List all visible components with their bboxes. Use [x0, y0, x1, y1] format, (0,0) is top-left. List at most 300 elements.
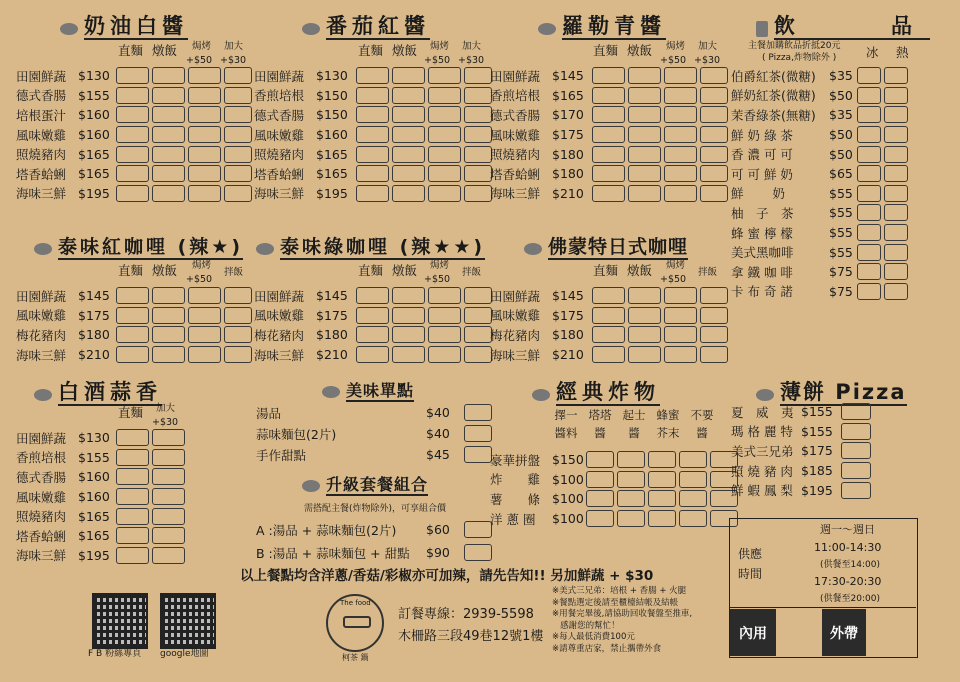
section-fried — [532, 376, 660, 406]
order-checkbox[interactable] — [152, 287, 185, 304]
order-checkbox[interactable] — [428, 126, 461, 143]
fb-qr-code[interactable] — [92, 593, 148, 649]
order-checkbox[interactable] — [224, 307, 252, 324]
order-checkbox[interactable] — [857, 185, 881, 202]
order-checkbox[interactable] — [464, 544, 492, 561]
order-checkbox[interactable] — [152, 87, 185, 104]
menu-item-row — [16, 467, 188, 487]
order-checkbox[interactable] — [188, 165, 221, 182]
order-checkbox[interactable] — [152, 326, 185, 343]
order-checkbox[interactable] — [428, 165, 461, 182]
order-checkbox[interactable] — [116, 67, 149, 84]
menu-item-row — [490, 306, 731, 326]
order-checkbox[interactable] — [428, 106, 461, 123]
order-checkbox[interactable] — [116, 488, 149, 505]
order-checkbox[interactable] — [152, 146, 185, 163]
item-price: $195 — [316, 185, 348, 201]
order-checkbox[interactable] — [224, 165, 252, 182]
col-header-baked: 焗烤 — [192, 260, 212, 271]
order-checkbox[interactable] — [224, 146, 252, 163]
order-checkbox[interactable] — [188, 87, 221, 104]
order-checkbox[interactable] — [464, 106, 492, 123]
order-checkbox[interactable] — [392, 185, 425, 202]
item-price: $75 — [829, 283, 853, 299]
order-checkbox[interactable] — [628, 326, 661, 343]
order-checkbox[interactable] — [464, 425, 492, 442]
sauce-option-line-2: 醬 — [696, 426, 708, 440]
order-checkbox[interactable] — [592, 106, 625, 123]
item-name: 風味嫩雞 — [254, 308, 305, 324]
menu-list-tomato — [254, 66, 495, 203]
order-checkbox[interactable] — [617, 471, 645, 488]
order-checkbox[interactable] — [392, 346, 425, 363]
order-checkbox[interactable] — [857, 146, 881, 163]
menu-item-row — [731, 242, 911, 262]
order-checkbox[interactable] — [679, 510, 707, 527]
menu-item-row — [731, 441, 874, 461]
order-checkbox[interactable] — [664, 185, 697, 202]
section-a-la-carte — [322, 378, 414, 401]
order-checkbox[interactable] — [356, 67, 389, 84]
order-checkbox[interactable] — [592, 87, 625, 104]
order-checkbox[interactable] — [464, 307, 492, 324]
item-price: $160 — [78, 469, 110, 485]
sauce-options — [552, 406, 716, 442]
order-checkbox[interactable] — [592, 67, 625, 84]
google-map-qr-code[interactable] — [160, 593, 216, 649]
order-checkbox[interactable] — [664, 165, 697, 182]
order-checkbox[interactable] — [648, 471, 676, 488]
order-checkbox[interactable] — [116, 185, 149, 202]
item-price: $155 — [801, 404, 833, 420]
menu-item-row — [731, 66, 911, 86]
order-checkbox[interactable] — [464, 87, 492, 104]
order-checkbox[interactable] — [224, 106, 252, 123]
section-title: 白酒蒜香 — [58, 380, 162, 404]
col-header-large-price: +$30 — [458, 55, 485, 66]
order-checkbox[interactable] — [152, 547, 185, 564]
order-checkbox[interactable] — [679, 451, 707, 468]
order-checkbox[interactable] — [592, 307, 625, 324]
lunch-last-order: (供餐至14:00) — [820, 560, 880, 570]
order-checkbox[interactable] — [356, 106, 389, 123]
order-checkbox[interactable] — [392, 67, 425, 84]
order-checkbox[interactable] — [664, 307, 697, 324]
order-checkbox[interactable] — [664, 346, 697, 363]
menu-list-pesto — [490, 66, 731, 203]
item-name: 香煎培根 — [254, 88, 305, 104]
order-checkbox[interactable] — [116, 307, 149, 324]
order-checkbox[interactable] — [116, 527, 149, 544]
order-checkbox[interactable] — [392, 106, 425, 123]
menu-item-row — [490, 450, 741, 470]
order-checkbox[interactable] — [152, 449, 185, 466]
order-checkbox[interactable] — [356, 165, 389, 182]
order-checkbox[interactable] — [700, 67, 728, 84]
item-name: 梅花豬肉 — [254, 327, 305, 343]
order-checkbox[interactable] — [857, 165, 881, 182]
order-checkbox[interactable] — [116, 287, 149, 304]
order-checkbox[interactable] — [628, 346, 661, 363]
item-name: 鮮 奶 — [731, 186, 785, 202]
order-checkbox[interactable] — [884, 126, 908, 143]
item-price: $145 — [78, 288, 110, 304]
menu-item-row — [731, 402, 874, 422]
item-price: $165 — [316, 146, 348, 162]
item-price: $55 — [829, 244, 853, 260]
order-checkbox[interactable] — [428, 67, 461, 84]
order-checkbox[interactable] — [116, 346, 149, 363]
order-checkbox[interactable] — [224, 346, 252, 363]
item-price: $210 — [552, 185, 584, 201]
menu-item-row — [490, 144, 731, 164]
order-checkbox[interactable] — [841, 403, 871, 420]
menu-item-row — [16, 86, 255, 106]
order-checkbox[interactable] — [464, 326, 492, 343]
order-checkbox[interactable] — [628, 106, 661, 123]
item-price: $150 — [552, 452, 584, 468]
item-price: $180 — [552, 327, 584, 343]
col-header-baked-price: +$50 — [186, 274, 213, 285]
menu-item-row — [731, 422, 874, 442]
order-checkbox[interactable] — [700, 165, 728, 182]
takeout-checkbox[interactable] — [870, 611, 912, 653]
order-checkbox[interactable] — [648, 451, 676, 468]
order-checkbox[interactable] — [464, 165, 492, 182]
menu-item-row — [254, 345, 495, 365]
order-checkbox[interactable] — [356, 287, 389, 304]
item-price: $165 — [552, 87, 584, 103]
order-checkbox[interactable] — [392, 307, 425, 324]
order-checkbox[interactable] — [664, 67, 697, 84]
order-checkbox[interactable] — [586, 510, 614, 527]
order-checkbox[interactable] — [857, 263, 881, 280]
order-checkbox[interactable] — [152, 165, 185, 182]
order-checkbox[interactable] — [884, 244, 908, 261]
order-checkbox[interactable] — [356, 126, 389, 143]
order-checkbox[interactable] — [628, 185, 661, 202]
order-checkbox[interactable] — [428, 287, 461, 304]
item-price: $165 — [316, 166, 348, 182]
item-price: $160 — [78, 107, 110, 123]
order-checkbox[interactable] — [356, 185, 389, 202]
item-name: 梅花豬肉 — [490, 327, 541, 343]
order-checkbox[interactable] — [617, 510, 645, 527]
menu-item-row — [254, 144, 495, 164]
order-checkbox[interactable] — [428, 326, 461, 343]
item-price: $180 — [316, 327, 348, 343]
order-checkbox[interactable] — [464, 185, 492, 202]
order-checkbox[interactable] — [857, 283, 881, 300]
order-checkbox[interactable] — [188, 106, 221, 123]
order-checkbox[interactable] — [628, 287, 661, 304]
order-checkbox[interactable] — [224, 326, 252, 343]
order-checkbox[interactable] — [428, 87, 461, 104]
menu-item-row — [731, 262, 911, 282]
order-checkbox[interactable] — [628, 146, 661, 163]
order-checkbox[interactable] — [628, 87, 661, 104]
order-checkbox[interactable] — [224, 87, 252, 104]
order-checkbox[interactable] — [586, 471, 614, 488]
order-checkbox[interactable] — [152, 67, 185, 84]
order-checkbox[interactable] — [884, 106, 908, 123]
item-name: 洋 蔥 圈 — [490, 511, 536, 527]
order-checkbox[interactable] — [116, 468, 149, 485]
order-checkbox[interactable] — [152, 126, 185, 143]
order-checkbox[interactable] — [116, 126, 149, 143]
order-checkbox[interactable] — [464, 521, 492, 538]
order-checkbox[interactable] — [841, 462, 871, 479]
order-checkbox[interactable] — [700, 307, 728, 324]
order-checkbox[interactable] — [224, 185, 252, 202]
order-checkbox[interactable] — [152, 468, 185, 485]
order-checkbox[interactable] — [464, 146, 492, 163]
order-checkbox[interactable] — [152, 307, 185, 324]
order-checkbox[interactable] — [841, 442, 871, 459]
order-checkbox[interactable] — [392, 87, 425, 104]
menu-list-fried — [490, 450, 741, 528]
menu-item-row — [254, 306, 495, 326]
order-checkbox[interactable] — [116, 146, 149, 163]
item-price: $50 — [829, 127, 853, 143]
order-checkbox[interactable] — [648, 510, 676, 527]
order-checkbox[interactable] — [700, 106, 728, 123]
order-checkbox[interactable] — [464, 446, 492, 463]
menu-item-row — [490, 125, 731, 145]
order-checkbox[interactable] — [700, 185, 728, 202]
item-price: $150 — [316, 87, 348, 103]
order-checkbox[interactable] — [464, 346, 492, 363]
menu-item-row — [254, 325, 495, 345]
section-title: 薄餅 Pizza — [780, 380, 907, 404]
order-checkbox[interactable] — [188, 185, 221, 202]
order-checkbox[interactable] — [188, 67, 221, 84]
item-name: 手作甜點 — [256, 447, 307, 463]
order-checkbox[interactable] — [356, 346, 389, 363]
order-checkbox[interactable] — [884, 146, 908, 163]
order-checkbox[interactable] — [884, 204, 908, 221]
order-checkbox[interactable] — [841, 482, 871, 499]
order-checkbox[interactable] — [116, 106, 149, 123]
order-checkbox[interactable] — [464, 126, 492, 143]
order-checkbox[interactable] — [428, 146, 461, 163]
order-checkbox[interactable] — [116, 429, 149, 446]
order-checkbox[interactable] — [392, 287, 425, 304]
hours-box — [729, 518, 918, 658]
order-checkbox[interactable] — [592, 126, 625, 143]
order-checkbox[interactable] — [664, 146, 697, 163]
order-checkbox[interactable] — [884, 185, 908, 202]
item-name: 薯 條 — [490, 491, 541, 507]
order-checkbox[interactable] — [884, 263, 908, 280]
item-price: $165 — [78, 528, 110, 544]
order-checkbox[interactable] — [356, 146, 389, 163]
col-header-risotto: 燉飯 — [392, 43, 418, 58]
notice-line: ※請尊重店家，禁止攜帶外食 — [552, 643, 662, 654]
item-price: $145 — [552, 288, 584, 304]
item-name: A :湯品 + 蒜味麵包(2片) — [256, 522, 397, 538]
order-checkbox[interactable] — [392, 146, 425, 163]
order-checkbox[interactable] — [884, 283, 908, 300]
order-checkbox[interactable] — [116, 326, 149, 343]
order-checkbox[interactable] — [628, 67, 661, 84]
col-header-rice: 拌飯 — [698, 267, 718, 278]
item-price: $130 — [78, 68, 110, 84]
notice-line: ※用餐完畢後,請協助回收餐盤至推車, — [552, 609, 693, 619]
divider — [730, 607, 916, 608]
item-price: $180 — [552, 166, 584, 182]
order-checkbox[interactable] — [152, 185, 185, 202]
order-checkbox[interactable] — [152, 429, 185, 446]
menu-item-row — [731, 144, 911, 164]
order-checkbox[interactable] — [857, 224, 881, 241]
order-checkbox[interactable] — [664, 106, 697, 123]
order-checkbox[interactable] — [884, 67, 908, 84]
order-checkbox[interactable] — [464, 287, 492, 304]
order-checkbox[interactable] — [152, 106, 185, 123]
item-price: $65 — [829, 166, 853, 182]
order-checkbox[interactable] — [116, 87, 149, 104]
cream-icon — [60, 23, 78, 35]
soup-bowl-icon — [322, 386, 340, 398]
col-header-baked-price: +$50 — [660, 274, 687, 285]
order-checkbox[interactable] — [700, 126, 728, 143]
order-checkbox[interactable] — [857, 244, 881, 261]
order-checkbox[interactable] — [664, 87, 697, 104]
order-checkbox[interactable] — [857, 87, 881, 104]
order-checkbox[interactable] — [592, 185, 625, 202]
order-checkbox[interactable] — [188, 126, 221, 143]
item-name: 照燒豬肉 — [16, 147, 67, 163]
item-name: 美式三兄弟 — [731, 443, 794, 459]
order-checkbox[interactable] — [188, 326, 221, 343]
order-checkbox[interactable] — [428, 307, 461, 324]
order-checkbox[interactable] — [628, 165, 661, 182]
order-checkbox[interactable] — [700, 87, 728, 104]
order-checkbox[interactable] — [188, 287, 221, 304]
order-checkbox[interactable] — [884, 165, 908, 182]
order-checkbox[interactable] — [664, 326, 697, 343]
tomato-icon — [302, 23, 320, 35]
menu-list-red-curry — [16, 286, 255, 364]
order-checkbox[interactable] — [356, 307, 389, 324]
order-checkbox[interactable] — [464, 404, 492, 421]
order-checkbox[interactable] — [152, 508, 185, 525]
order-checkbox[interactable] — [224, 287, 252, 304]
globe-icon — [302, 480, 320, 492]
menu-list-green-curry — [254, 286, 495, 364]
order-checkbox[interactable] — [700, 346, 728, 363]
item-price: $165 — [78, 508, 110, 524]
order-checkbox[interactable] — [664, 287, 697, 304]
order-checkbox[interactable] — [116, 165, 149, 182]
order-checkbox[interactable] — [152, 346, 185, 363]
dine-in-label: 內用 — [730, 609, 776, 656]
order-checkbox[interactable] — [586, 490, 614, 507]
item-price: $155 — [78, 449, 110, 465]
order-checkbox[interactable] — [841, 423, 871, 440]
order-checkbox[interactable] — [648, 490, 676, 507]
section-title: 奶油白醬 — [84, 14, 188, 38]
order-checkbox[interactable] — [392, 326, 425, 343]
order-checkbox[interactable] — [664, 126, 697, 143]
dine-in-checkbox[interactable] — [780, 611, 818, 653]
order-checkbox[interactable] — [617, 490, 645, 507]
order-checkbox[interactable] — [592, 326, 625, 343]
item-price: $55 — [829, 225, 853, 241]
item-price: $160 — [78, 127, 110, 143]
order-checkbox[interactable] — [428, 185, 461, 202]
order-checkbox[interactable] — [116, 449, 149, 466]
order-checkbox[interactable] — [857, 126, 881, 143]
item-price: $175 — [316, 307, 348, 323]
order-checkbox[interactable] — [392, 126, 425, 143]
order-checkbox[interactable] — [700, 146, 728, 163]
order-checkbox[interactable] — [857, 204, 881, 221]
item-name: 海味三鮮 — [16, 347, 67, 363]
order-checkbox[interactable] — [428, 346, 461, 363]
item-name: 海味三鮮 — [16, 186, 67, 202]
order-checkbox[interactable] — [152, 527, 185, 544]
order-checkbox[interactable] — [592, 146, 625, 163]
col-header-noodle: 直麵 — [358, 263, 384, 278]
order-checkbox[interactable] — [592, 165, 625, 182]
order-checkbox[interactable] — [700, 326, 728, 343]
order-checkbox[interactable] — [392, 165, 425, 182]
order-checkbox[interactable] — [592, 287, 625, 304]
drinks-discount-exclusion: ( Pizza,炸物除外 ) — [762, 53, 837, 63]
item-price: $160 — [78, 489, 110, 505]
item-price: $40 — [426, 405, 450, 420]
order-checkbox[interactable] — [617, 451, 645, 468]
order-checkbox[interactable] — [188, 146, 221, 163]
order-checkbox[interactable] — [857, 106, 881, 123]
order-checkbox[interactable] — [857, 67, 881, 84]
item-name: 德式香腸 — [490, 107, 541, 123]
order-checkbox[interactable] — [884, 224, 908, 241]
menu-item-row — [490, 184, 731, 204]
menu-list-a-la-carte — [256, 402, 495, 465]
order-checkbox[interactable] — [356, 87, 389, 104]
menu-item-row — [16, 125, 255, 145]
col-header-large-price: +$30 — [152, 417, 179, 428]
order-checkbox[interactable] — [152, 488, 185, 505]
section-title: 泰味綠咖哩 (辣★★) — [280, 236, 486, 258]
order-checkbox[interactable] — [116, 508, 149, 525]
order-checkbox[interactable] — [628, 126, 661, 143]
order-checkbox[interactable] — [586, 451, 614, 468]
order-checkbox[interactable] — [188, 307, 221, 324]
order-checkbox[interactable] — [592, 346, 625, 363]
item-name: 海味三鮮 — [254, 347, 305, 363]
order-checkbox[interactable] — [679, 471, 707, 488]
dinner-last-order: (供餐至20:00) — [820, 594, 880, 604]
order-checkbox[interactable] — [116, 547, 149, 564]
order-checkbox[interactable] — [679, 490, 707, 507]
item-name: 湯品 — [256, 405, 282, 421]
order-checkbox[interactable] — [464, 67, 492, 84]
order-checkbox[interactable] — [356, 326, 389, 343]
order-checkbox[interactable] — [224, 67, 252, 84]
order-checkbox[interactable] — [224, 126, 252, 143]
order-checkbox[interactable] — [188, 346, 221, 363]
col-header-baked: 焗烤 — [666, 260, 686, 271]
menu-item-row — [731, 203, 911, 223]
menu-item-row — [490, 286, 731, 306]
order-checkbox[interactable] — [628, 307, 661, 324]
order-checkbox[interactable] — [700, 287, 728, 304]
order-checkbox[interactable] — [884, 87, 908, 104]
